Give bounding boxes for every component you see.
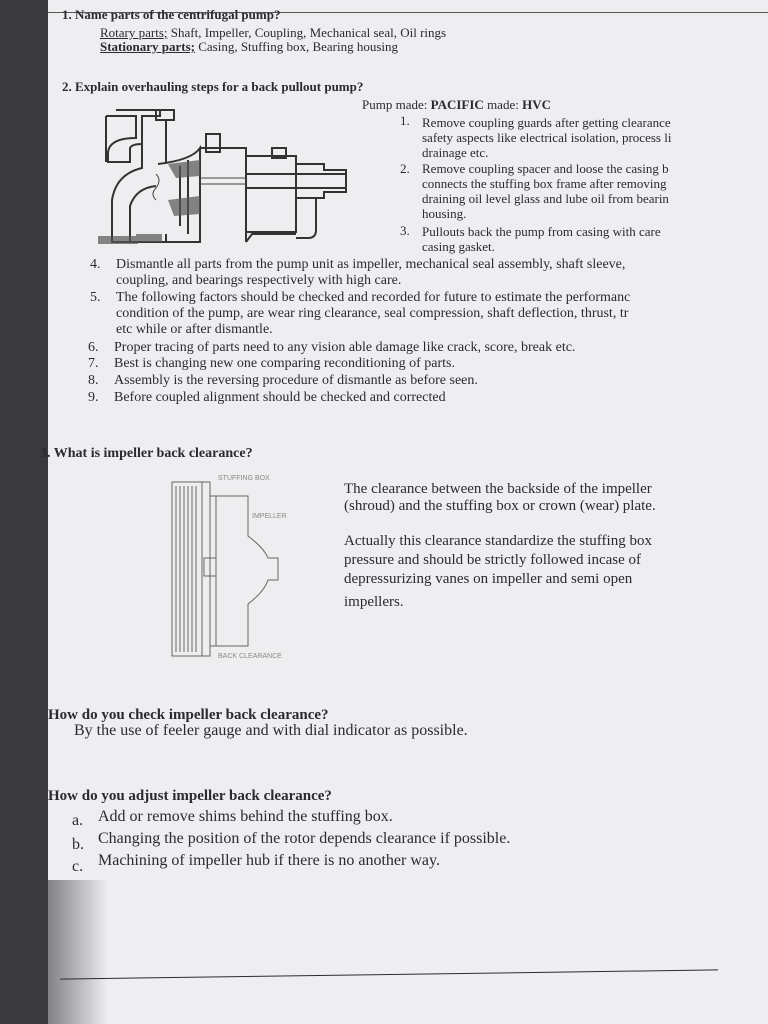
step-5-number: 5. [90, 290, 101, 305]
q5-item-c-letter: c. [72, 858, 84, 875]
step-9-line-1: Before coupled alignment should be checked and corrected [114, 390, 446, 405]
step-1-line-2: safety aspects like electrical isolation, process li [422, 130, 672, 145]
step-3-line-1: Pullouts back the pump from casing with care [422, 224, 661, 239]
step-2-number: 2. [400, 161, 410, 176]
step-2-line-1: Remove coupling spacer and loose the casing b [422, 161, 669, 176]
step-5-line-2: condition of the pump, are wear ring clearance, seal compression, shaft deflection, thrust, tr [116, 306, 629, 321]
q3-para2-line-3: depressurizing vanes on impeller and semi open [344, 571, 633, 587]
q5-item-b-letter: b. [72, 836, 84, 853]
stationary-text: Casing, Stuffing box, Bearing housing [194, 39, 399, 54]
q4-answer: By the use of feeler gauge and with dial indicator as possible. [74, 722, 468, 739]
step-6-number: 6. [88, 340, 99, 355]
step-4-line-2: coupling, and bearings respectively with high care. [116, 273, 402, 288]
step-4-number: 4. [90, 257, 101, 272]
step-7-line-1: Best is changing new one comparing reconditioning of parts. [114, 356, 455, 371]
q2-title: 2. Explain overhauling steps for a back pullout pump? [62, 79, 364, 94]
made-value: HVC [522, 97, 551, 112]
pump-made-line [362, 98, 551, 112]
step-6-line-1: Proper tracing of parts need to any vision able damage like crack, score, break etc. [114, 340, 576, 355]
step-2-line-3: draining oil level glass and lube oil from bearin [422, 191, 669, 206]
q3-para2-line-1: Actually this clearance standardize the stuffing box [344, 533, 652, 549]
q1-stationary-line [100, 40, 398, 54]
rotary-text: Shaft, Impeller, Coupling, Mechanical seal, Oil rings [167, 25, 447, 40]
step-2-line-4: housing. [422, 206, 467, 221]
step-5-line-3: etc while or after dismantle. [116, 322, 273, 337]
q5-item-b-text: Changing the position of the rotor depends clearance if possible. [98, 830, 511, 847]
diagram-label-back-clearance: BACK CLEARANCE [218, 653, 282, 660]
step-1-line-3: drainage etc. [422, 145, 489, 160]
q3-para2-line-2: pressure and should be strictly followed incase of [344, 552, 642, 568]
q4-title: How do you check impeller back clearance? [48, 707, 329, 723]
step-3-line-2: casing gasket. [422, 239, 495, 254]
q3-title: 3. What is impeller back clearance? [40, 446, 253, 461]
q3-para2-line-4: impellers. [344, 594, 404, 610]
step-7-number: 7. [88, 356, 99, 371]
step-5-line-1: The following factors should be checked and recorded for future to estimate the performanc [116, 290, 631, 305]
page-shadow [48, 880, 108, 1024]
step-8-number: 8. [88, 373, 99, 388]
q5-item-a-text: Add or remove shims behind the stuffing box. [98, 808, 393, 825]
q3-para1-line-2: (shroud) and the stuffing box or crown (wear) plate. [344, 498, 656, 514]
pump-made-prefix: Pump made: [362, 97, 431, 112]
step-4-line-1: Dismantle all parts from the pump unit as impeller, mechanical seal assembly, shaft sleeve, [116, 257, 626, 272]
rotary-label: Rotary parts; [100, 25, 168, 40]
q5-item-c-text: Machining of impeller hub if there is no another way. [98, 852, 440, 869]
pump-cross-section-diagram [96, 104, 358, 250]
q1-title: 1. Name parts of the centrifugal pump? [62, 7, 281, 22]
step-3-number: 3. [400, 223, 410, 238]
step-1-number: 1. [400, 113, 410, 128]
stationary-label: Stationary parts; [100, 39, 195, 54]
q5-item-a-letter: a. [72, 812, 84, 829]
q3-para1-line-1: The clearance between the backside of the impeller [344, 481, 652, 497]
step-9-number: 9. [88, 390, 99, 405]
step-2-line-2: connects the stuffing box frame after removing [422, 176, 667, 191]
impeller-back-clearance-diagram [168, 472, 308, 662]
made-prefix: made: [483, 97, 523, 112]
diagram-label-stuffing-box: STUFFING BOX [218, 475, 270, 482]
pump-made-value: PACIFIC [430, 97, 484, 112]
step-1-line-1: Remove coupling guards after getting clearance [422, 115, 671, 130]
q5-title: How do you adjust impeller back clearance? [48, 788, 332, 804]
diagram-label-impeller: IMPELLER [252, 513, 287, 520]
step-8-line-1: Assembly is the reversing procedure of dismantle as before seen. [114, 373, 478, 388]
